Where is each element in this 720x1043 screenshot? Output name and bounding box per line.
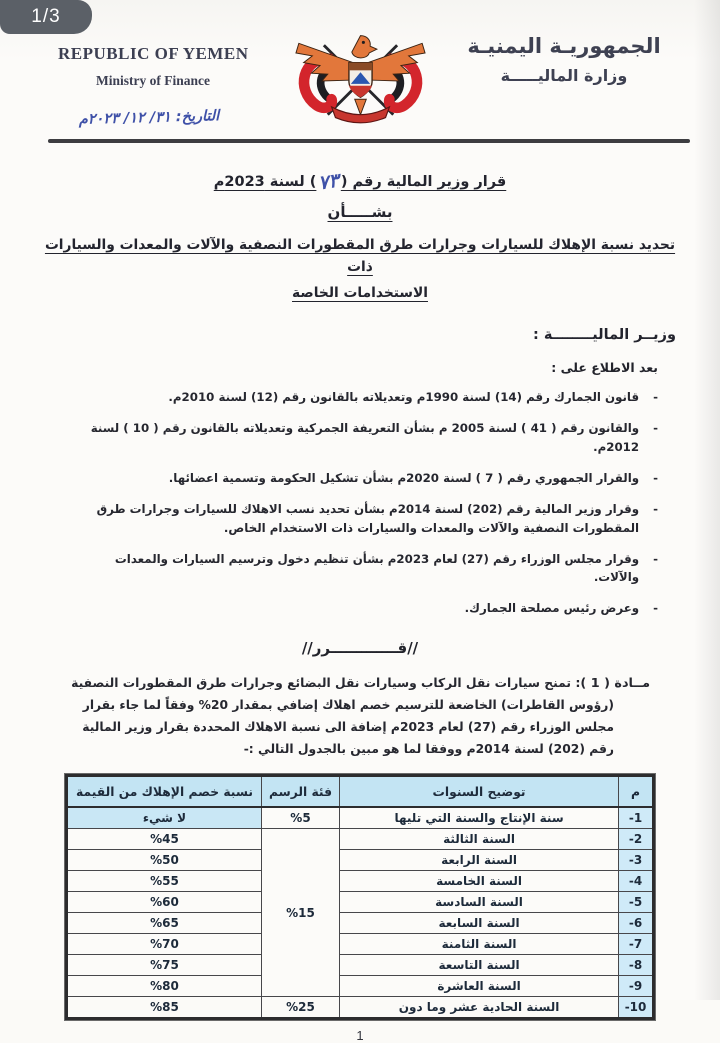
row-fee: %25 (262, 997, 340, 1019)
row-years: السنة السادسة (339, 892, 618, 913)
subject-word: بشـــــأن (327, 203, 393, 221)
page-counter-label: 1/3 (31, 6, 61, 27)
col-header-fee: فئة الرسم (262, 776, 340, 808)
table-row (67, 934, 654, 955)
article-1-text: تمنح سيارات نقل الركاب وسيارات نقل البضائع وجرارات طرق المقطورات النصفية (رؤوس القاطرات) الخاضعة للترسيم خصم اهلاك إضافي بمقدار 20% وفقاً لما جاء بقرار مجلس الوزراء رقم (27) لعام 2023م إضافة الى نسبة الاهلاك المحددة بقرار وزير المالية رقم (202) لسنة 2014م ووفقا لما هو مبين بالجدول التالي :- (71, 675, 614, 757)
handwritten-decree-number: ٧٣ (317, 169, 341, 195)
subject-line-1: تحديد نسبة الإهلاك للسيارات وجرارات طرق المقطورات النصفية والآلات والمعدات والسيارات ذات (44, 237, 676, 276)
depreciation-table (65, 774, 655, 1020)
row-years: سنة الإنتاج والسنة التي تليها (339, 807, 618, 829)
table-row (67, 913, 654, 934)
row-discount: %60 (67, 892, 262, 913)
article-1-paragraph (70, 673, 650, 761)
merged-fee-cell: %15 (262, 829, 340, 997)
decision-word: //قـــــــــــــرر// (301, 638, 419, 657)
table-row (67, 850, 654, 871)
row-years: السنة الثالثة (339, 829, 618, 850)
citation-item (88, 550, 658, 587)
table-row (67, 892, 654, 913)
article-1-label: مــادة ( 1 ): (575, 675, 650, 691)
preamble: بعد الاطلاع على : (551, 360, 658, 376)
row-discount: %85 (67, 997, 262, 1019)
decree-title-line (0, 169, 720, 195)
citation-item (88, 419, 658, 456)
row-num: -10 (619, 997, 654, 1019)
bullet-dash: - (653, 551, 658, 566)
row-years: السنة الخامسة (339, 871, 618, 892)
row-fee: %5 (262, 807, 340, 829)
page-counter-badge (0, 0, 92, 34)
row-discount: %65 (67, 913, 262, 934)
bullet-dash: - (653, 601, 658, 616)
ministry-title-en: Ministry of Finance (96, 73, 210, 88)
decree-title-suffix: ) لسنة 2023م (213, 174, 317, 190)
table-row (67, 829, 654, 850)
citation-text: وقرار وزير المالية رقم (202) لسنة 2014م بشأن تحديد نسب الاهلاك للسيارات وجرارات طرق المقطورات النصفية والآلات والمعدات والسيارات ذات الاستخدام الخاص. (96, 502, 640, 535)
table-row (67, 976, 654, 997)
minister-heading: وزيــر الماليــــــــة : (532, 327, 676, 344)
row-num: -7 (619, 934, 654, 955)
ministry-title-ar: وزارة الماليـــــة (500, 66, 628, 85)
row-years: السنة السابعة (339, 913, 618, 934)
table-row (67, 955, 654, 976)
citation-text: وعرض رئيس مصلحة الجمارك. (464, 601, 640, 616)
citation-item (88, 469, 658, 487)
col-header-years: توضيح السنوات (339, 776, 618, 808)
row-num: -3 (619, 850, 654, 871)
citation-text: وقرار مجلس الوزراء رقم (27) لعام 2023م بشأن تنظيم دخول وترسيم السيارات والمعدات والآلات. (114, 551, 640, 585)
row-years: السنة العاشرة (339, 976, 618, 997)
citation-text: قانون الجمارك رقم (14) لسنة 1990م وتعديلاته بالقانون رقم (12) لسنة 2010م. (168, 390, 640, 405)
row-num: -5 (619, 892, 654, 913)
letterhead (0, 0, 720, 148)
row-years: السنة الرابعة (339, 850, 618, 871)
yemen-national-emblem-icon (283, 26, 438, 132)
col-header-discount: نسبة خصم الإهلاك من القيمة (67, 776, 262, 808)
bullet-dash: - (653, 502, 658, 517)
citation-text: والقانون رقم ( 41 ) لسنة 2005 م بشأن التعريفة الجمركية وتعديلاته بالقانون رقم ( 10 ) لسنة 2012م. (90, 421, 640, 454)
citation-list (88, 388, 658, 618)
row-years: السنة الحادية عشر وما دون (339, 997, 618, 1019)
row-discount: %50 (67, 850, 262, 871)
row-discount: %75 (67, 955, 262, 976)
row-num: -4 (619, 871, 654, 892)
row-num: -8 (619, 955, 654, 976)
row-discount: %55 (67, 871, 262, 892)
letterhead-english (58, 44, 248, 89)
citation-item (88, 599, 658, 617)
row-num: -2 (619, 829, 654, 850)
handwritten-date: التاريخ: ٣١/ ١٢/ ٢٠٢٣م (78, 108, 220, 128)
citation-item (88, 388, 658, 406)
citation-item (88, 500, 658, 537)
row-discount: %45 (67, 829, 262, 850)
row-years: السنة التاسعة (339, 955, 618, 976)
bullet-dash: - (653, 470, 658, 485)
page-number: 1 (356, 1028, 364, 1043)
row-num: -1 (619, 807, 654, 829)
republic-title-en: REPUBLIC OF YEMEN (58, 44, 249, 63)
header-divider (48, 139, 690, 143)
republic-title-ar: الجمهوريـة اليمنيـة (467, 34, 661, 58)
row-discount: لا شيء (67, 807, 262, 829)
letterhead-arabic (434, 34, 694, 85)
table-row (67, 871, 654, 892)
table-row (67, 807, 654, 829)
row-num: -6 (619, 913, 654, 934)
table-header-row (67, 776, 654, 808)
row-years: السنة الثامنة (339, 934, 618, 955)
decree-titles (0, 169, 720, 301)
decree-title-prefix: قرار وزير المالية رقم ( (340, 174, 507, 190)
row-num: -9 (619, 976, 654, 997)
citation-text: والقرار الجمهوري رقم ( 7 ) لسنة 2020م بشأن تشكيل الحكومة وتسمية اعضائها. (168, 470, 640, 485)
col-header-num: م (619, 776, 654, 808)
bullet-dash: - (653, 390, 658, 405)
row-discount: %80 (67, 976, 262, 997)
subject-line-2: الاستخدامات الخاصة (292, 285, 428, 302)
row-discount: %70 (67, 934, 262, 955)
bullet-dash: - (653, 421, 658, 436)
